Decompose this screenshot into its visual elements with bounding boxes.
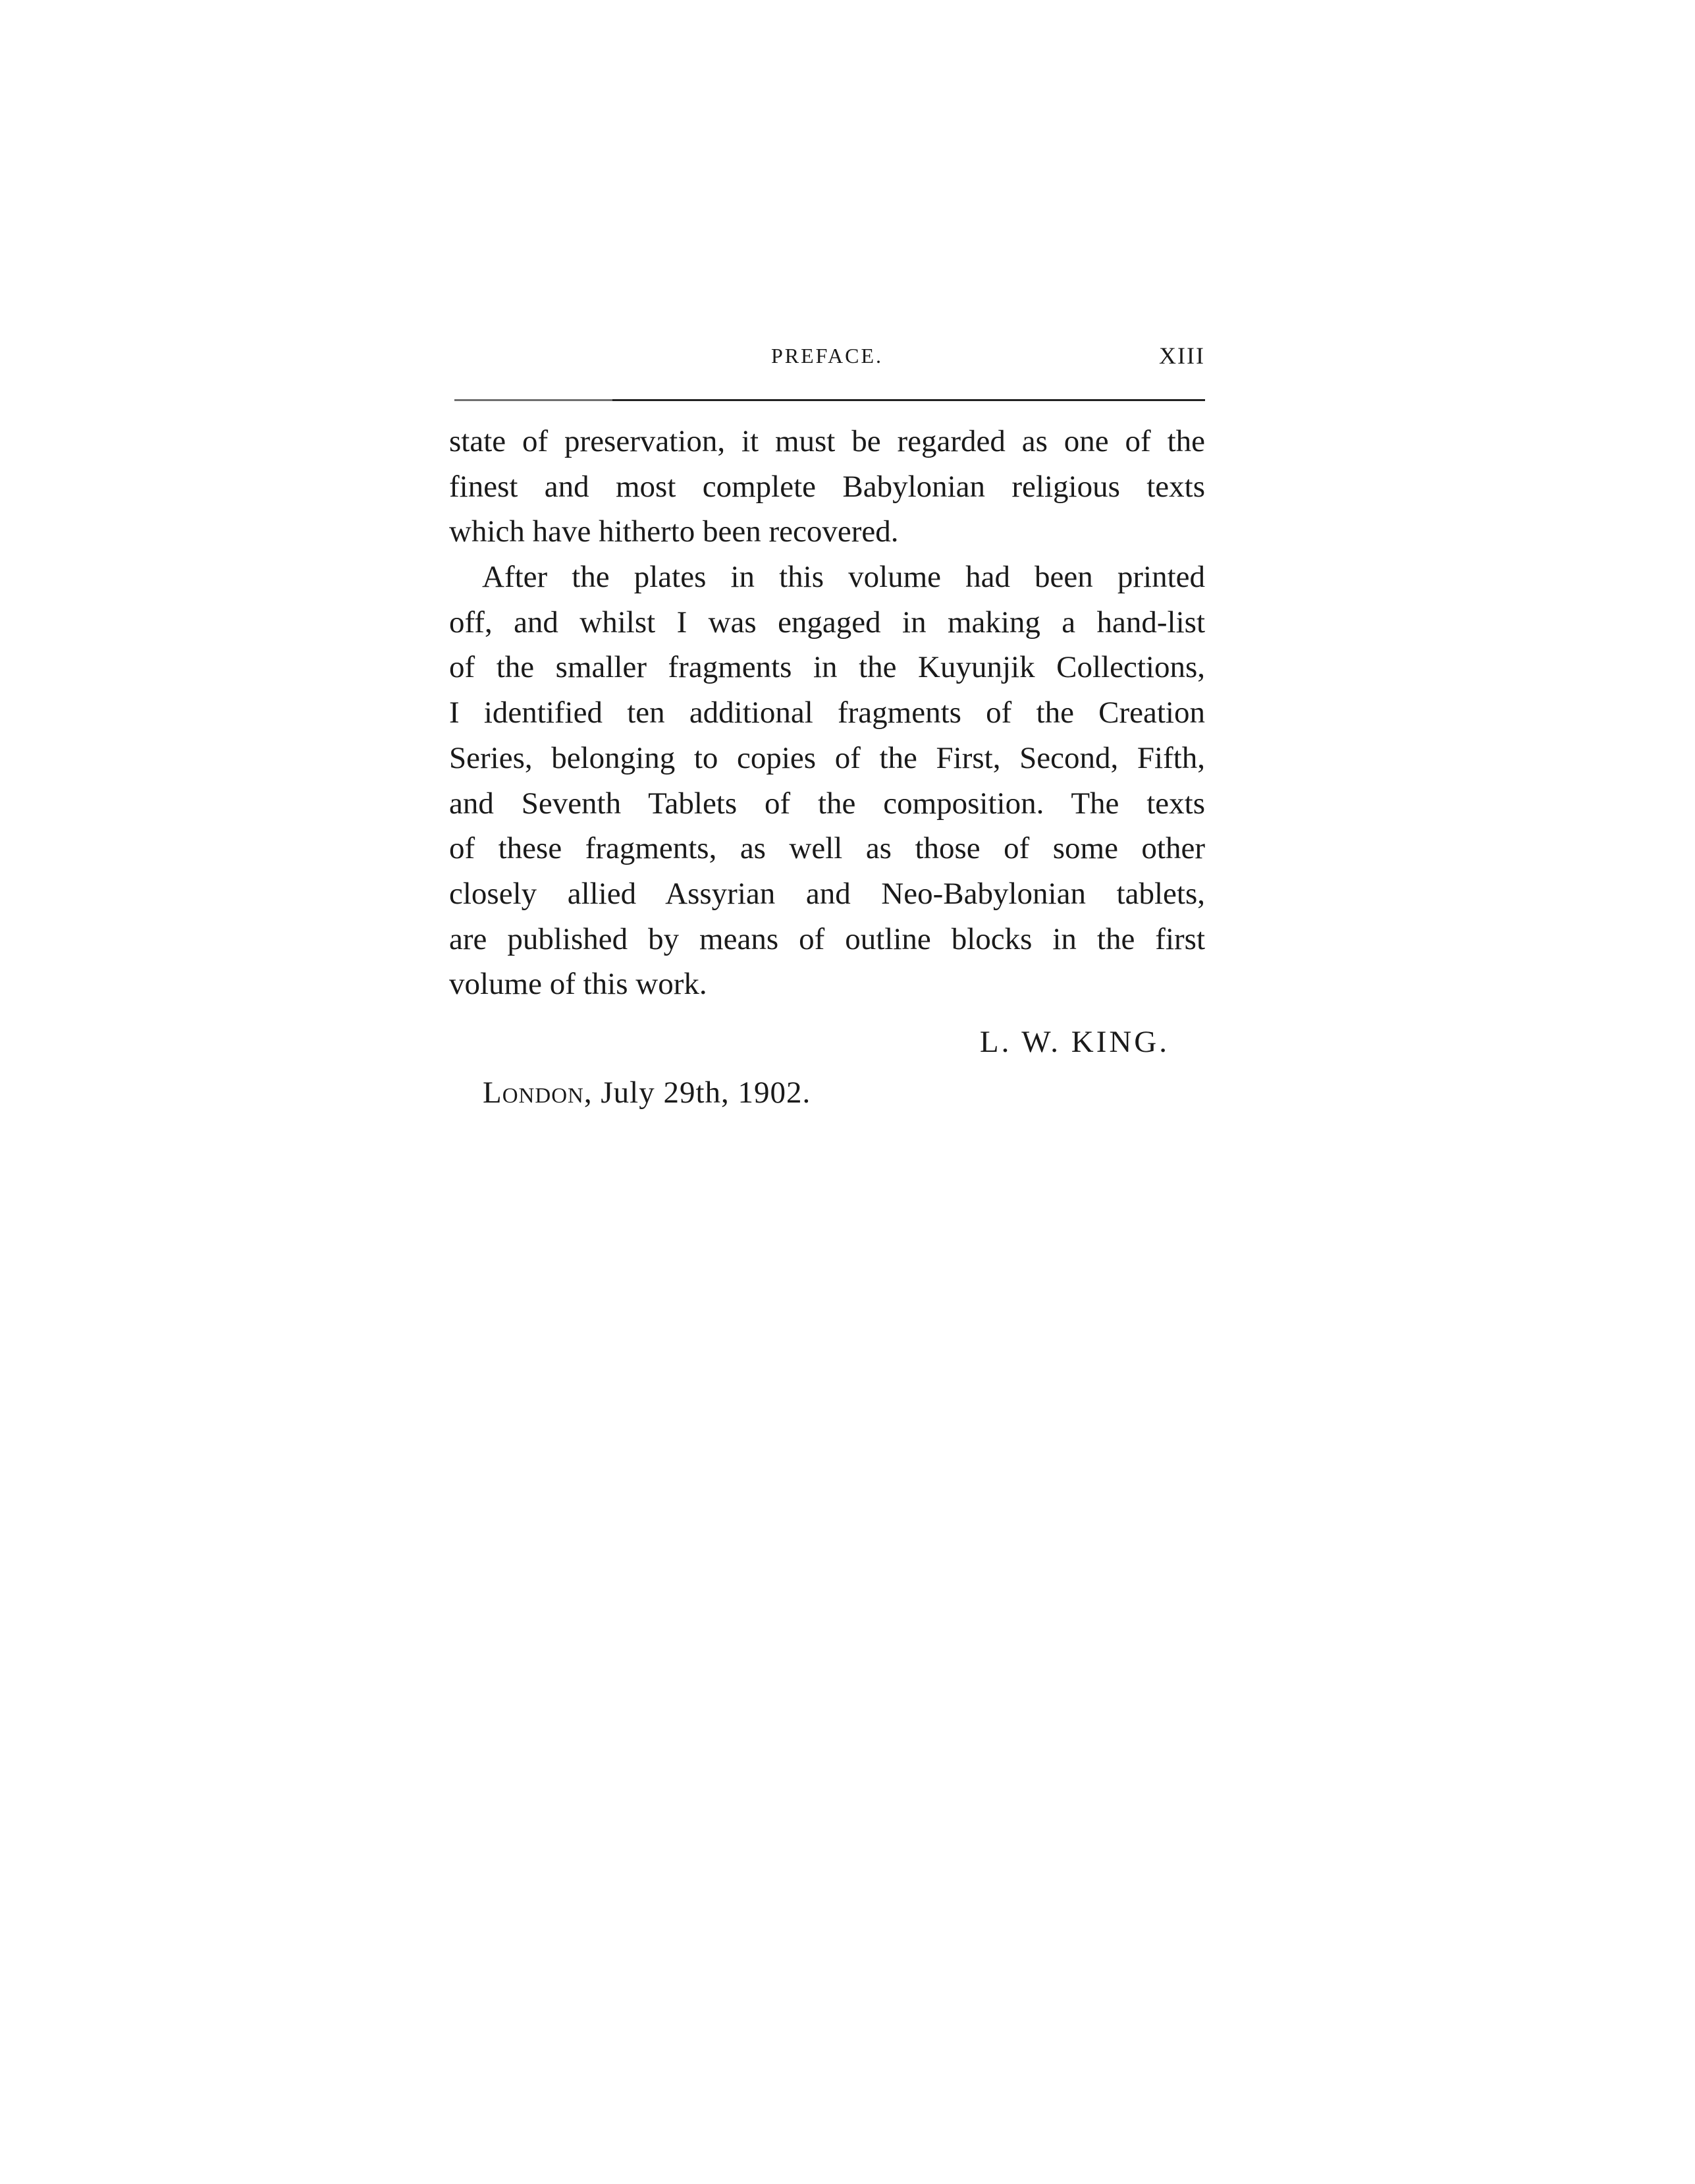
text-line: which have hitherto been recovered. [449,514,899,549]
text-line: finest and most complete Babylonian religious texts [449,469,1205,504]
paragraph-1 [449,419,1205,555]
text-line: of the smaller fragments in the Kuyunjik Collections, [449,650,1205,685]
text-line: and Seventh Tablets of the composition. The texts [449,786,1205,821]
body-text [449,419,1205,1007]
dateline-text: London, July 29th, 1902. [483,1076,811,1110]
text-line: off, and whilst I was engaged in making a hand-list [449,605,1205,640]
text-line: are published by means of outline blocks in the first [449,921,1205,956]
dateline [483,1070,811,1115]
text-line: After the plates in this volume had been printed [482,560,1205,595]
text-line: I identified ten additional fragments of the Creation [449,696,1205,730]
author-signature: L. W. KING. [979,1025,1170,1059]
running-title: PREFACE. [770,344,884,368]
page-number: XIII [1159,342,1205,369]
running-head [449,339,1205,372]
text-line: Series, belonging to copies of the First, Second, Fifth, [449,740,1205,775]
text-line: volume of this work. [449,967,707,1002]
header-rule-break [454,399,612,401]
text-line: closely allied Assyrian and Neo-Babylonian tablets, [449,876,1205,911]
text-line: state of preservation, it must be regarded as one of the [449,424,1205,458]
paragraph-2 [449,555,1205,1007]
text-line: of these fragments, as well as those of some other [449,831,1205,866]
